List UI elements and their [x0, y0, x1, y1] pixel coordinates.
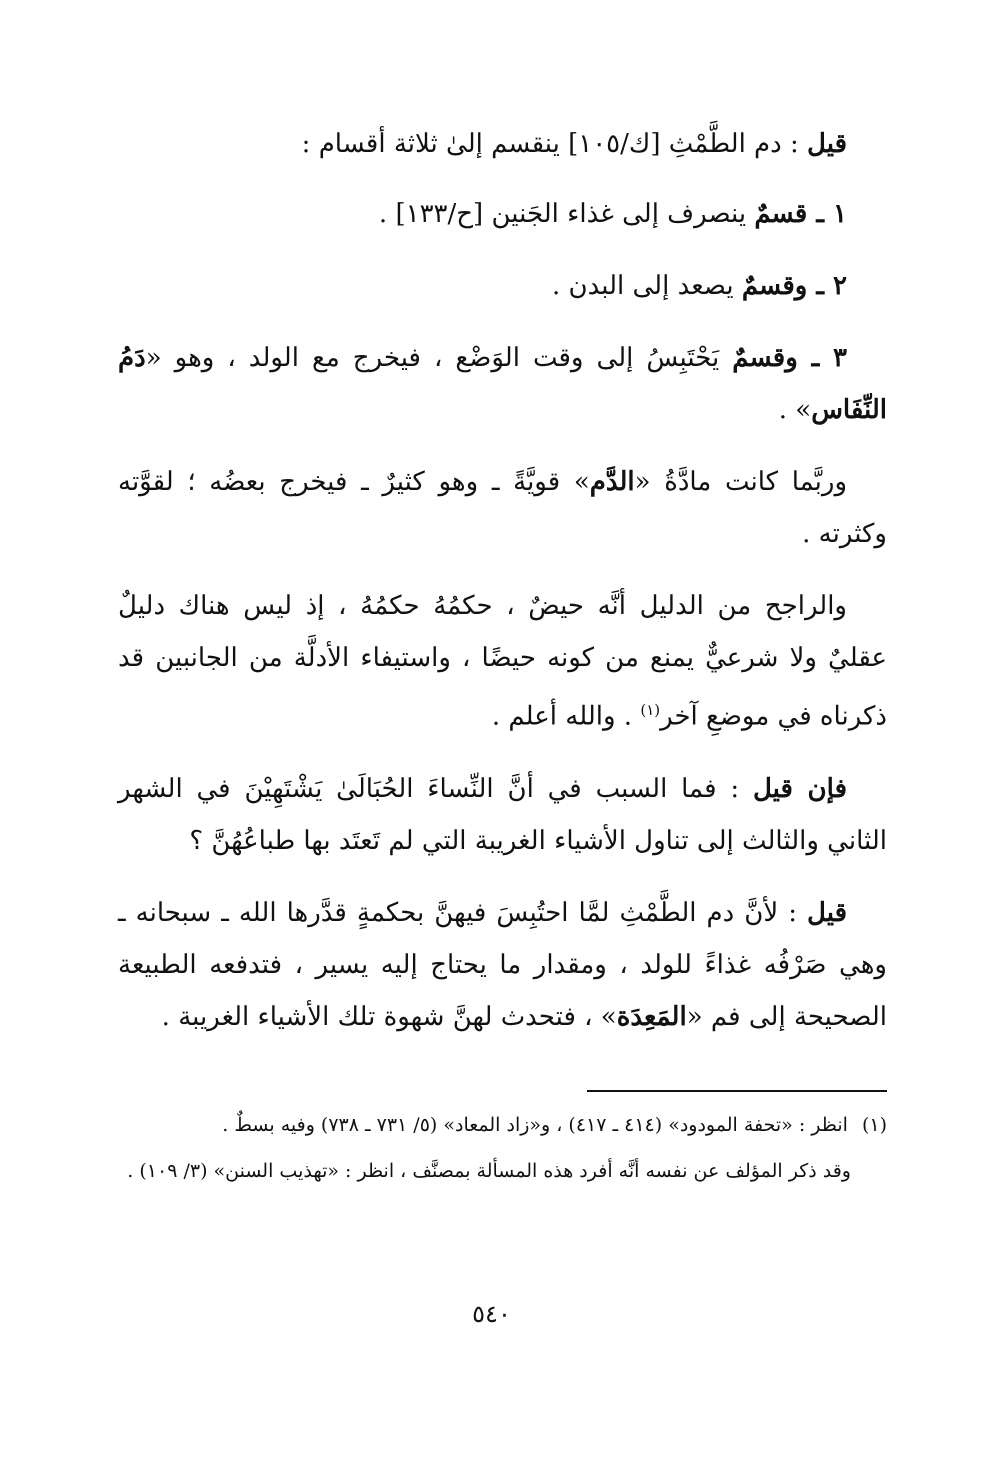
intro-lead: قيل: [807, 129, 847, 159]
question-lead: فإن قيل: [752, 773, 848, 804]
intro-paragraph: [118, 118, 887, 170]
main-text: [118, 118, 887, 1063]
list-item-3: [118, 332, 887, 436]
item-1-text: ينصرف إلى غذاء الجَنين [ح/١٣٣] .: [378, 199, 747, 229]
footnotes: [118, 1108, 887, 1188]
rajih-text-a: والراجح من الدليل أنَّه حيضٌ ، حكمُهُ حكمُهُ ، إذ ليس هناك دليلٌ عقليٌ ولا شرعيٌّ يمنع من كونه حيضًا ، واستيفاء الأدلَّة من الجانبين قد ذكرناه في موضعِ آخر: [118, 591, 887, 732]
footnote-ref-1: (١): [640, 701, 661, 719]
answer-text-a: : لأنَّ دم الطَّمْثِ لمَّا احتُبِسَ فيهنَّ بحكمةٍ قدَّرها الله ـ سبحانه ـ وهي صَرْفُه غذاءً للولد ، ومقدار ما يحتاج إليه يسير ، فتدفعه الطبيعة الصحيحة إلى فم «: [118, 897, 887, 1032]
item-3-prefix: ٣ ـ وقسمٌ: [732, 343, 847, 373]
question-paragraph: [118, 763, 887, 867]
item-1-prefix: ١ ـ قسمٌ: [754, 199, 847, 229]
list-item-1: [118, 188, 887, 240]
item-3-text: يَحْتَبِسُ إلى وقت الوَضْع ، فيخرج مع الولد ، وهو «: [145, 343, 720, 373]
item-2-text: يصعد إلى البدن .: [551, 271, 734, 301]
footnote-1-number: (١): [861, 1114, 887, 1136]
footnote-separator: [587, 1090, 887, 1092]
footnote-1-text: انظر : «تحفة المودود» (٤١٤ ـ ٤١٧) ، و«زاد المعاد» (٥/ ٧٣١ ـ ٧٣٨) وفيه بسطٌ .: [222, 1114, 848, 1136]
footnote-1: [118, 1108, 887, 1142]
paragraph-rajih: [118, 580, 887, 743]
rajih-text-b: . والله أعلم .: [491, 701, 641, 732]
footnote-1-continuation: [118, 1154, 887, 1188]
list-item-2: [118, 260, 887, 312]
question-text: : فما السبب في أنَّ النِّساءَ الحُبَالَىٰ يَشْتَهِيْنَ في الشهر الثاني والثالث إلى تناول الأشياء الغريبة التي لم تَعتَد بها طباعُهُنَّ ؟: [118, 773, 887, 856]
item-3-term: دَمُ النِّفَاس: [118, 343, 887, 425]
item-3-tail: » .: [778, 395, 812, 425]
answer-text-b: » ، فتحدث لهنَّ شهوة تلك الأشياء الغريبة .: [161, 1001, 617, 1032]
intro-text: : دم الطَّمْثِ [ك/١٠٥] ينقسم إلىٰ ثلاثة أقسام :: [301, 129, 799, 159]
answer-term: المَعِدَة: [616, 1001, 687, 1032]
answer-paragraph: [118, 887, 887, 1043]
page-number: ٥٤٠: [472, 1300, 511, 1328]
paragraph-blood: [118, 456, 887, 560]
blood-text-b: » قويَّةً ـ وهو كثيرٌ ـ فيخرج بعضُه ؛ لقوَّته وكثرته .: [118, 467, 887, 549]
answer-lead: قيل: [807, 897, 847, 928]
blood-text-a: وربَّما كانت مادَّةُ «: [634, 467, 847, 497]
footnote-2-text: وقد ذكر المؤلف عن نفسه أنَّه أفرد هذه المسألة بمصنَّف ، انظر : «تهذيب السنن» (٣/ ١٠٩) .: [127, 1160, 851, 1182]
blood-term: الدَّم: [589, 467, 635, 497]
item-2-prefix: ٢ ـ وقسمٌ: [741, 271, 847, 301]
